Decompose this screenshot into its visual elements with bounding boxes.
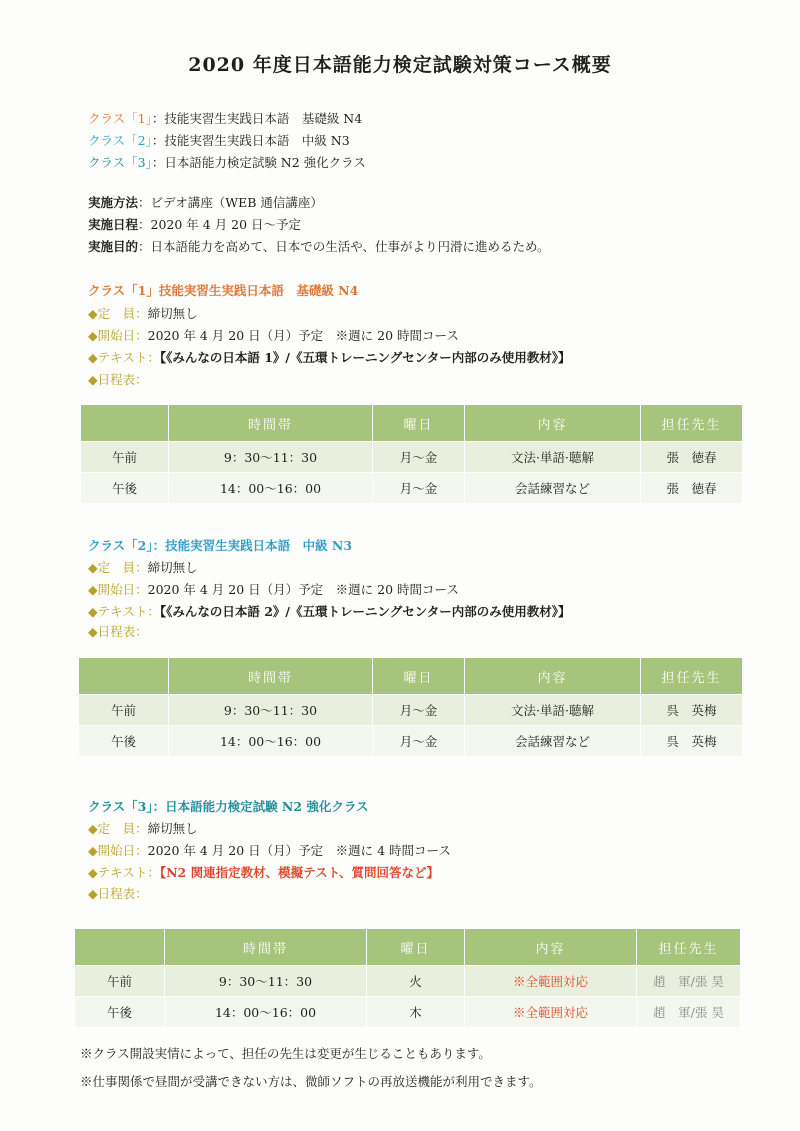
cell-teacher: 呉 英梅 — [641, 695, 743, 726]
section-3-heading-text: ：日本語能力検定試験 N2 強化クラス — [152, 799, 369, 814]
class-2-text: ：技能実習生実践日本語 中級 N3 — [151, 133, 350, 148]
header-blank — [79, 658, 169, 695]
header-day: 曜日 — [373, 658, 465, 695]
table-row — [75, 997, 741, 1028]
header-time: 時間帯 — [169, 658, 373, 695]
schedule-table-label: ◆日程表： — [88, 886, 148, 901]
header-content: 内容 — [465, 929, 637, 966]
cell-teacher: 趙 軍/張 昊 — [637, 997, 741, 1028]
capacity-value: 締切無し — [147, 306, 198, 321]
cell-day: 木 — [367, 997, 465, 1028]
cell-day: 月～金 — [373, 726, 465, 757]
cell-period: 午後 — [79, 726, 169, 757]
section-3-start — [88, 841, 451, 859]
schedule-table-label: ◆日程表： — [88, 372, 148, 387]
method-text: ：ビデオ講座（WEB 通信講座） — [138, 195, 323, 210]
start-value: 2020 年 4 月 20 日（月）予定 ※週に 20 時間コース — [147, 582, 459, 597]
schedule-table-1 — [80, 404, 743, 504]
cell-teacher: 張 徳春 — [641, 473, 743, 504]
start-label: ◆開始日： — [88, 843, 148, 858]
cell-content: 文法·単語·聴解 — [465, 442, 641, 473]
class-2-label: クラス「2」 — [88, 133, 152, 148]
header-day: 曜日 — [373, 405, 465, 442]
table-header-row — [81, 405, 743, 442]
section-1-start — [88, 326, 459, 344]
header-teacher: 担任先生 — [637, 929, 741, 966]
textbook-value: 【《みんなの日本語 1》/《五環トレーニングセンター内部のみ使用教材》】 — [159, 350, 571, 365]
cell-content: ※全範囲対応 — [465, 997, 637, 1028]
overview-purpose — [88, 237, 550, 255]
purpose-text: ：日本語能力を高めて、日本での生活や、仕事がより円滑に進めるため。 — [138, 239, 550, 254]
purpose-label: 実施目的 — [88, 239, 139, 254]
capacity-value: 締切無し — [147, 821, 198, 836]
capacity-label: ◆定 員： — [88, 821, 148, 836]
cell-period: 午後 — [81, 473, 169, 504]
header-day: 曜日 — [367, 929, 465, 966]
section-2-heading — [88, 536, 352, 554]
table-header-row — [79, 658, 743, 695]
header-teacher: 担任先生 — [641, 658, 743, 695]
overview-schedule — [88, 215, 301, 233]
class-list-item-1 — [88, 109, 362, 127]
note-2: ※仕事関係で昼間が受講できない方は、微師ソフトの再放送機能が利用できます。 — [80, 1074, 542, 1089]
table-row — [81, 442, 743, 473]
section-2-heading-label: クラス「2」 — [88, 538, 153, 553]
section-1-heading-text: 技能実習生実践日本語 基礎級 N4 — [158, 283, 359, 298]
cell-period: 午前 — [79, 695, 169, 726]
section-2-textbook — [88, 602, 571, 620]
cell-time: 9：30～11：30 — [169, 442, 373, 473]
section-3-capacity — [88, 819, 198, 837]
section-2-heading-text: ：技能実習生実践日本語 中級 N3 — [152, 538, 353, 553]
start-value: 2020 年 4 月 20 日（月）予定 ※週に 20 時間コース — [147, 328, 459, 343]
class-list-item-3 — [88, 153, 366, 171]
cell-content: 会話練習など — [465, 726, 641, 757]
cell-day: 月～金 — [373, 442, 465, 473]
section-1-textbook — [88, 348, 571, 366]
header-blank — [81, 405, 169, 442]
start-label: ◆開始日： — [88, 328, 148, 343]
note-1: ※クラス開設実情によって、担任の先生は変更が生じることもあります。 — [80, 1046, 491, 1061]
cell-content: ※全範囲対応 — [465, 966, 637, 997]
cell-content: 文法·単語·聴解 — [465, 695, 641, 726]
class-list-item-2 — [88, 131, 350, 149]
class-1-text: ：技能実習生実践日本語 基礎級 N4 — [151, 111, 363, 126]
section-1-heading — [88, 281, 358, 299]
cell-time: 9：30～11：30 — [169, 695, 373, 726]
table-row — [79, 695, 743, 726]
section-2-schedule-label — [88, 622, 148, 640]
cell-teacher: 趙 軍/張 昊 — [637, 966, 741, 997]
section-1-heading-label: クラス「1」 — [88, 283, 159, 298]
section-2-capacity — [88, 558, 198, 576]
textbook-value: 【N2 関連指定教材、模擬テスト、質問回答など】 — [159, 865, 439, 880]
table-row — [81, 473, 743, 504]
table-row — [75, 966, 741, 997]
table-header-row — [75, 929, 741, 966]
section-3-schedule-label — [88, 884, 148, 902]
cell-period: 午前 — [75, 966, 165, 997]
schedule-label: 実施日程 — [88, 217, 139, 232]
section-2-start — [88, 580, 459, 598]
class-3-text: ：日本語能力検定試験 N2 強化クラス — [151, 155, 366, 170]
capacity-value: 締切無し — [147, 560, 198, 575]
cell-day: 月～金 — [373, 473, 465, 504]
capacity-label: ◆定 員： — [88, 560, 148, 575]
cell-time: 14：00～16：00 — [169, 473, 373, 504]
schedule-table-3 — [74, 928, 741, 1028]
section-3-heading — [88, 797, 369, 815]
section-3-heading-label: クラス「3」 — [88, 799, 153, 814]
textbook-label: ◆テキスト： — [88, 350, 160, 365]
method-label: 実施方法 — [88, 195, 139, 210]
start-label: ◆開始日： — [88, 582, 148, 597]
header-blank — [75, 929, 165, 966]
cell-teacher: 呉 英梅 — [641, 726, 743, 757]
header-teacher: 担任先生 — [641, 405, 743, 442]
cell-day: 火 — [367, 966, 465, 997]
section-3-textbook — [88, 863, 439, 881]
cell-content: 会話練習など — [465, 473, 641, 504]
start-value: 2020 年 4 月 20 日（月）予定 ※週に 4 時間コース — [147, 843, 451, 858]
table-row — [79, 726, 743, 757]
schedule-table-label: ◆日程表： — [88, 624, 148, 639]
capacity-label: ◆定 員： — [88, 306, 148, 321]
textbook-label: ◆テキスト： — [88, 604, 160, 619]
class-1-label: クラス「1」 — [88, 111, 152, 126]
page-title: 2020 年度日本語能力検定試験対策コース概要 — [188, 54, 612, 76]
cell-teacher: 張 徳春 — [641, 442, 743, 473]
header-content: 内容 — [465, 405, 641, 442]
header-content: 内容 — [465, 658, 641, 695]
overview-method — [88, 193, 323, 211]
cell-time: 9：30～11：30 — [165, 966, 367, 997]
cell-time: 14：00～16：00 — [169, 726, 373, 757]
section-1-schedule-label — [88, 370, 148, 388]
section-1-capacity — [88, 304, 198, 322]
cell-day: 月～金 — [373, 695, 465, 726]
cell-time: 14：00～16：00 — [165, 997, 367, 1028]
schedule-table-2 — [78, 657, 743, 757]
cell-period: 午後 — [75, 997, 165, 1028]
class-3-label: クラス「3」 — [88, 155, 152, 170]
schedule-text: ：2020 年 4 月 20 日～予定 — [138, 217, 302, 232]
header-time: 時間帯 — [165, 929, 367, 966]
textbook-label: ◆テキスト： — [88, 865, 160, 880]
header-time: 時間帯 — [169, 405, 373, 442]
cell-period: 午前 — [81, 442, 169, 473]
textbook-value: 【《みんなの日本語 2》/《五環トレーニングセンター内部のみ使用教材》】 — [159, 604, 571, 619]
